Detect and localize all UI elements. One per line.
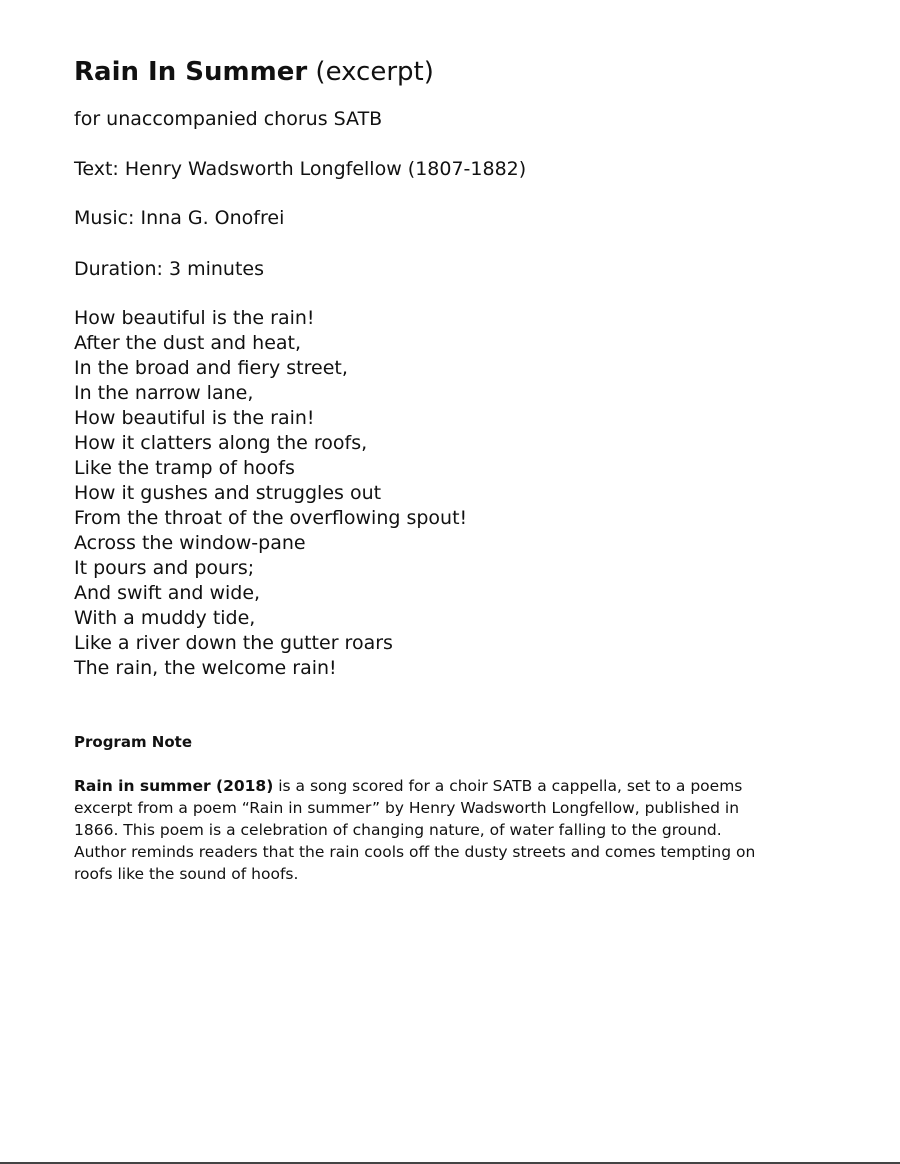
duration: Duration: 3 minutes: [74, 258, 264, 280]
title-main: Rain In Summer: [74, 57, 308, 87]
program-note-line: 1866. This poem is a celebration of changing nature, of water falling to the ground.: [74, 821, 722, 839]
poem-line: In the broad and fiery street,: [74, 357, 348, 379]
music-credit: Music: Inna G. Onofrei: [74, 207, 285, 229]
program-note-line: Author reminds readers that the rain cools off the dusty streets and comes tempting on: [74, 843, 756, 861]
poem-line: How beautiful is the rain!: [74, 307, 315, 329]
poem-line: With a muddy tide,: [74, 607, 256, 629]
program-note-line-rest: is a song scored for a choir SATB a cappella, set to a poems: [273, 777, 743, 795]
program-note-heading: Program Note: [74, 733, 193, 751]
program-note-lead: Rain in summer (2018): [74, 777, 274, 795]
poem-text: [74, 306, 467, 681]
poem-line: It pours and pours;: [74, 557, 255, 579]
title-suffix: (excerpt): [307, 57, 434, 87]
text-credit: Text: Henry Wadsworth Longfellow (1807-1882): [74, 158, 527, 180]
poem-line: From the throat of the overflowing spout!: [74, 507, 468, 529]
poem-line: After the dust and heat,: [74, 332, 302, 354]
poem-line: How it clatters along the roofs,: [74, 432, 368, 454]
page-title: [74, 54, 434, 90]
poem-line: In the narrow lane,: [74, 382, 254, 404]
poem-line: How it gushes and struggles out: [74, 482, 382, 504]
program-note-line: roofs like the sound of hoofs.: [74, 865, 299, 883]
poem-line: How beautiful is the rain!: [74, 407, 315, 429]
poem-line: Like the tramp of hoofs: [74, 457, 295, 479]
program-note-line: [74, 775, 824, 797]
subtitle: for unaccompanied chorus SATB: [74, 108, 383, 130]
poem-line: And swift and wide,: [74, 582, 261, 604]
poem-line: Across the window-pane: [74, 532, 306, 554]
program-note-body: [74, 775, 824, 885]
program-note-line: excerpt from a poem “Rain in summer” by Henry Wadsworth Longfellow, published in: [74, 799, 740, 817]
poem-line: Like a river down the gutter roars: [74, 632, 393, 654]
poem-line: The rain, the welcome rain!: [74, 657, 337, 679]
